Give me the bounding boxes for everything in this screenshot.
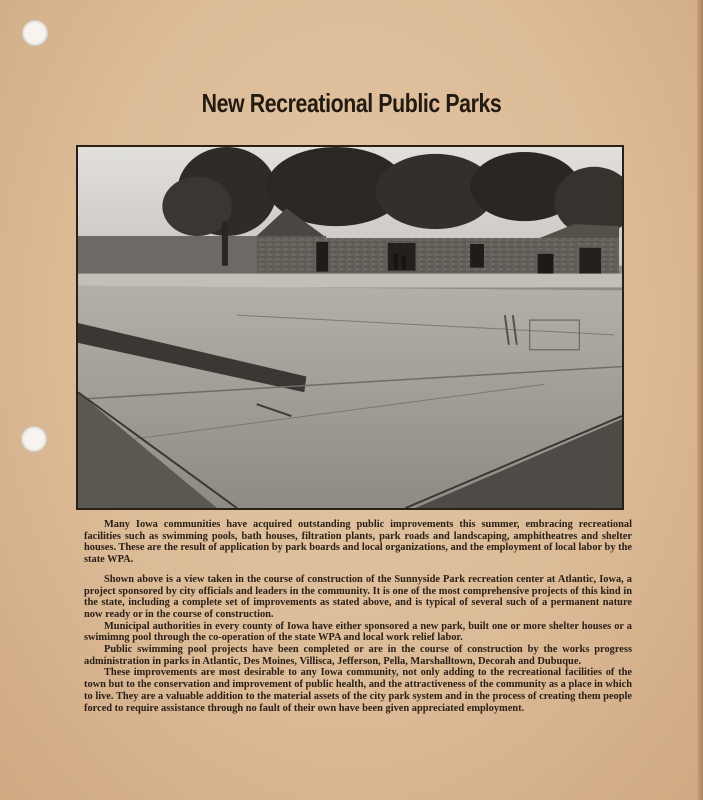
paragraph-intro: Many Iowa communities have acquired outstanding public improvements this summer, embracing recreational facilities such as swimming pools, bath houses, filtration plants, park roads and landscaping, amphitheatres and shelter houses. These are the result of application by park boards and local organizations, and the employment of local labor by the state WPA. [84,519,632,566]
page-edge [697,0,703,800]
paragraph-pools: Public swimming pool projects have been completed or are in the course of construction by the works progress administration in parks in Atlantic, Des Moines, Villisca, Jefferson, Pella, Marshalltown, Decorah and Dubuque. [84,644,632,667]
article-title: New Recreational Public Parks [201,88,502,118]
paragraph-benefits: These improvements are most desirable to any Iowa community, not only adding to the recreational facilities of the town but to the conservation and improvement of public health, and the attractiveness of the community as a place in which to live. They are a valuable addition to the material assets of the city park system and in the process of creating them people forced to require assistance through no fault of their own have been given appreciated employment. [84,667,632,714]
binder-hole-middle [21,426,47,452]
binder-hole-top [22,20,48,46]
paragraph-sunnyside: Shown above is a view taken in the course of construction of the Sunnyside Park recreation center at Atlantic, Iowa, a project sponsored by city officials and leaders in the community. It is one of the most comprehensive projects of this kind in the state, including a complete set of improvements as stated above, and is typical of several such of a permanent nature now ready or in the course of construction. [84,573,632,620]
article-photo [76,145,624,510]
paragraph-municipal: Municipal authorities in every county of Iowa have either sponsored a new park, built one or more shelter houses or a swimimng pool through the co-operation of the state WPA and local work relief labor. [84,620,632,644]
pool-construction-photo [78,147,622,508]
article-body [84,519,632,714]
